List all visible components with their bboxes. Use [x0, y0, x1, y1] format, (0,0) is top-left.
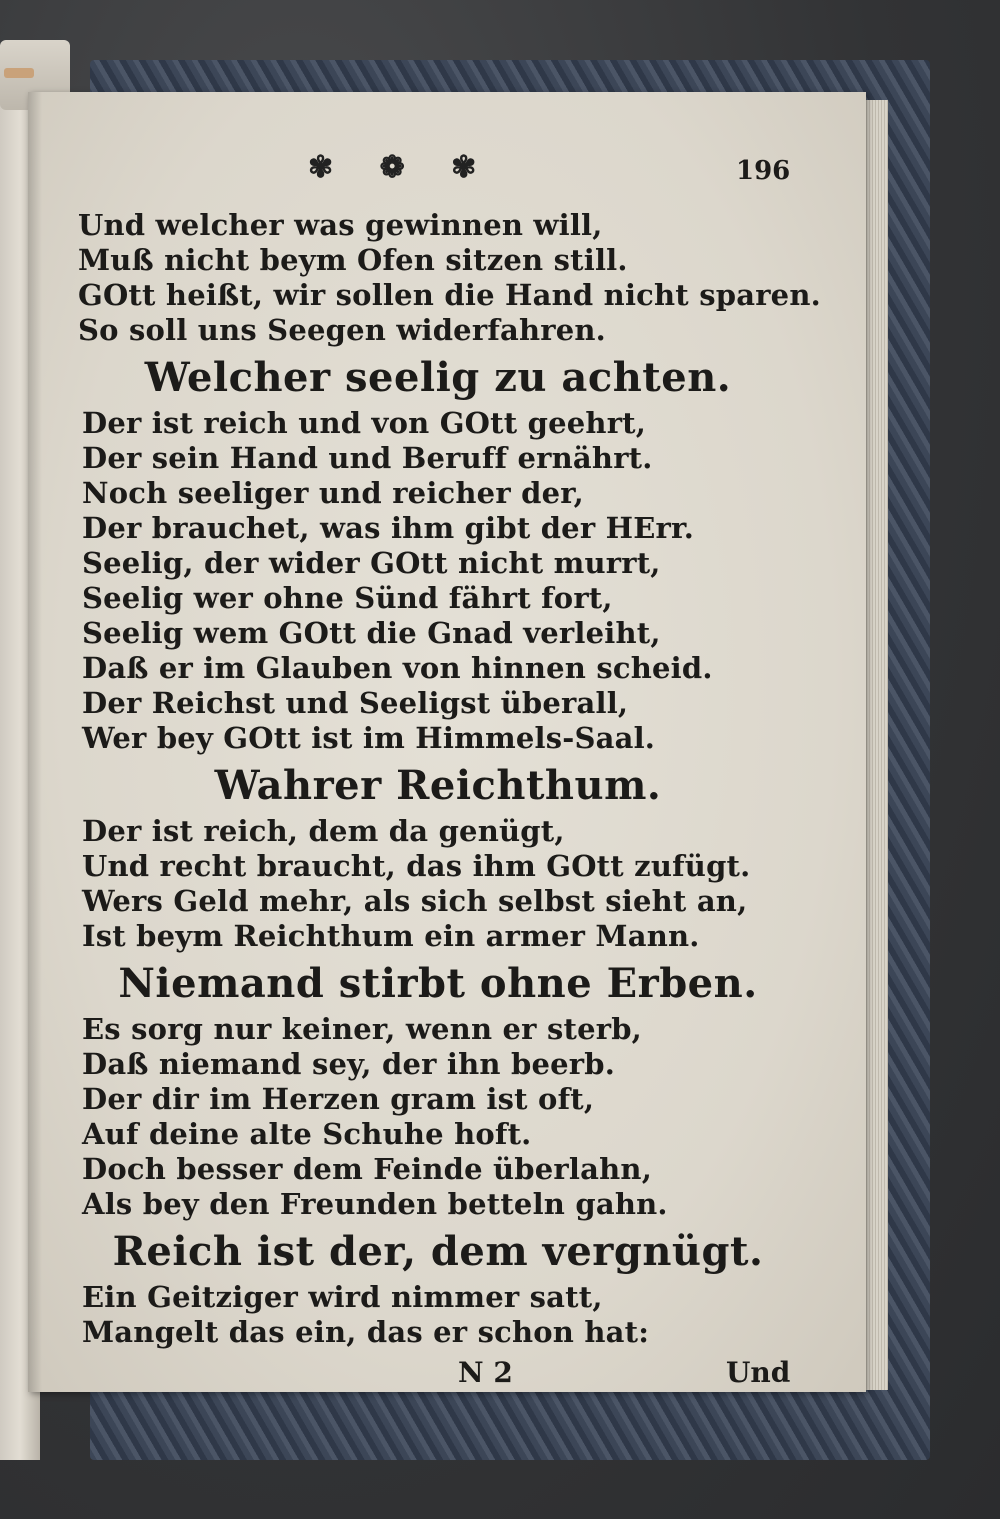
verse-line: Auf deine alte Schuhe hoft.	[82, 1117, 532, 1151]
verse-line: Daß niemand sey, der ihn beerb.	[82, 1047, 616, 1081]
catchword: Und	[726, 1356, 791, 1389]
verse-line: Muß nicht beym Ofen sitzen still.	[78, 243, 628, 277]
verse-line: Ist beym Reichthum ein armer Mann.	[82, 919, 700, 953]
verse-line: Seelig wer ohne Sünd fährt fort,	[82, 581, 613, 615]
verse-line: Der brauchet, was ihm gibt der HErr.	[82, 511, 695, 545]
verse-line: So soll uns Seegen widerfahren.	[78, 313, 606, 347]
ornament-icon: ✾ ❁ ✾	[308, 150, 495, 185]
verse-line: Wer bey GOtt ist im Himmels-Saal.	[82, 721, 656, 755]
verse-line: Doch besser dem Feinde überlahn,	[82, 1152, 652, 1186]
verse-line: Der ist reich und von GOtt geehrt,	[82, 406, 647, 440]
stanza-title: Welcher seelig zu achten.	[144, 354, 732, 401]
stanza	[78, 352, 798, 756]
stanza-title: Niemand stirbt ohne Erben.	[118, 960, 758, 1007]
verse-line: Wers Geld mehr, als sich selbst sieht an,	[82, 884, 748, 918]
verse-line: Der dir im Herzen gram ist oft,	[82, 1082, 595, 1116]
signature-mark: N 2	[458, 1356, 513, 1389]
page-footer	[78, 1356, 798, 1396]
verse-line: Als bey den Freunden betteln gahn.	[82, 1187, 668, 1221]
clip-ribbon	[4, 68, 34, 78]
verse-line: Es sorg nur keiner, wenn er sterb,	[82, 1012, 642, 1046]
stanza	[78, 1226, 798, 1350]
verse-line: Und welcher was gewinnen will,	[78, 208, 603, 242]
verse-line: Seelig wem GOtt die Gnad verleiht,	[82, 616, 661, 650]
stanza-continuation	[78, 208, 821, 348]
page-number: 196	[736, 156, 791, 186]
verse-line: Der ist reich, dem da genügt,	[82, 814, 565, 848]
verse-line: Und recht braucht, das ihm GOtt zufügt.	[82, 849, 751, 883]
verse-line: Ein Geitziger wird nimmer satt,	[82, 1280, 603, 1314]
verse-line: Daß er im Glauben von hinnen scheid.	[82, 651, 713, 685]
stanza-title: Wahrer Reichthum.	[214, 762, 662, 809]
page-text	[78, 148, 821, 1396]
verse-line: Noch seeliger und reicher der,	[82, 476, 584, 510]
page-gutter-shadow	[28, 92, 42, 1392]
verse-line: Mangelt das ein, das er schon hat:	[82, 1315, 650, 1349]
verse-line: Seelig, der wider GOtt nicht murrt,	[82, 546, 661, 580]
stanza	[78, 958, 798, 1222]
stanza-title: Reich ist der, dem vergnügt.	[112, 1228, 764, 1275]
running-head	[78, 148, 798, 208]
verse-line: Der Reichst und Seeligst überall,	[82, 686, 629, 720]
stanza	[78, 760, 798, 954]
verse-line: Der sein Hand und Beruff ernährt.	[82, 441, 653, 475]
verse-line: GOtt heißt, wir sollen die Hand nicht sparen.	[78, 278, 821, 312]
